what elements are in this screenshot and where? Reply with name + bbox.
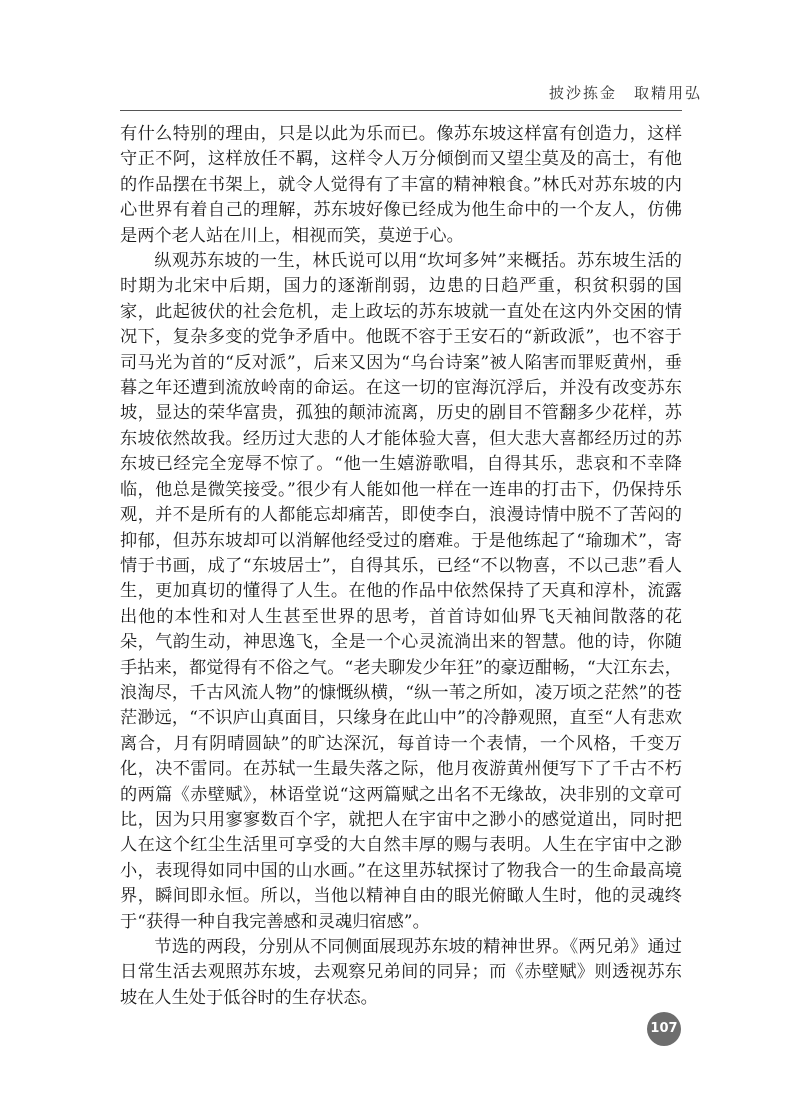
header-divider — [120, 110, 682, 111]
text-body — [120, 122, 682, 1011]
running-header: 披沙拣金 取精用弘 — [548, 84, 702, 102]
paragraph-1: 有什么特别的理由，只是以此为乐而已。像苏东坡这样富有创造力，这样守正不阿，这样放任不羁，这样令人万分倾倒而又望尘莫及的高士，有他的作品摆在书架上，就令人觉得有了丰富的精神粮食。”林氏对苏东坡的内心世界有着自己的理解，苏东坡好像已经成为他生命中的一个友人，仿佛是两个老人站在川上，相视而笑，莫逆于心。 — [120, 124, 682, 246]
paragraph-3: 节选的两段，分别从不同侧面展现苏东坡的精神世界。《两兄弟》通过日常生活去观照苏东坡，去观察兄弟间的同异；而《赤壁赋》则透视苏东坡在人生处于低谷时的生存状态。 — [120, 937, 682, 1008]
page-number-badge: 107 — [647, 1012, 681, 1046]
paragraph-2: 纵观苏东坡的一生，林氏说可以用“坎坷多舛”来概括。苏东坡生活的时期为北宋中后期，国力的逐渐削弱，边患的日趋严重，积贫积弱的国家，此起彼伏的社会危机，走上政坛的苏东坡就一直处在这内外交困的情况下，复杂多变的党争矛盾中。他既不容于王安石的“新政派”，也不容于司马光为首的“反对派”，后来又因为“乌台诗案”被人陷害而罪贬黄州，垂暮之年还遭到流放岭南的命运。在这一切的宦海沉浮后，并没有改变苏东坡，显达的荣华富贵，孤独的颠沛流离，历史的剧目不管翻多少花样，苏东坡依然故我。经历过大悲的人才能体验大喜，但大悲大喜都经历过的苏东坡已经完全宠辱不惊了。“他一生嬉游歌唱，自得其乐，悲哀和不幸降临，他总是微笑接受。”很少有人能如他一样在一连串的打击下，仍保持乐观，并不是所有的人都能忘却痛苦，即使李白，浪漫诗情中脱不了苦闷的抑郁，但苏东坡却可以消解他经受过的磨难。于是他练起了“瑜珈术”，寄情于书画，成了“东坡居士”，自得其乐，已经“不以物喜，不以己悲”看人生，更加真切的懂得了人生。在他的作品中依然保持了天真和淳朴，流露出他的本性和对人生甚至世界的思考，首首诗如仙界飞天袖间散落的花朵，气韵生动，神思逸飞，全是一个心灵流淌出来的智慧。他的诗，你随手拈来，都觉得有不俗之气。“老夫聊发少年狂”的豪迈酣畅，“大江东去，浪淘尽，千古风流人物”的慷慨纵横，“纵一苇之所如，凌万顷之茫然”的苍茫渺远，“不识庐山真面目，只缘身在此山中”的冷静观照，直至“人有悲欢离合，月有阴晴圆缺”的旷达深沉，每首诗一个表情，一个风格，千变万化，决不雷同。在苏轼一生最失落之际，他月夜游黄州便写下了千古不朽的两篇《赤壁赋》，林语堂说“这两篇赋之出名不无缘故，决非别的文章可比，因为只用寥寥数百个字，就把人在宇宙中之渺小的感觉道出，同时把人在这个红尘生活里可享受的大自然丰厚的赐与表明。人生在宇宙中之渺小，表现得如同中国的山水画。”在这里苏轼探讨了物我合一的生命最高境界，瞬间即永恒。所以，当他以精神自由的眼光俯瞰人生时，他的灵魂终于“获得一种自我完善感和灵魂归宿感”。 — [120, 251, 682, 932]
